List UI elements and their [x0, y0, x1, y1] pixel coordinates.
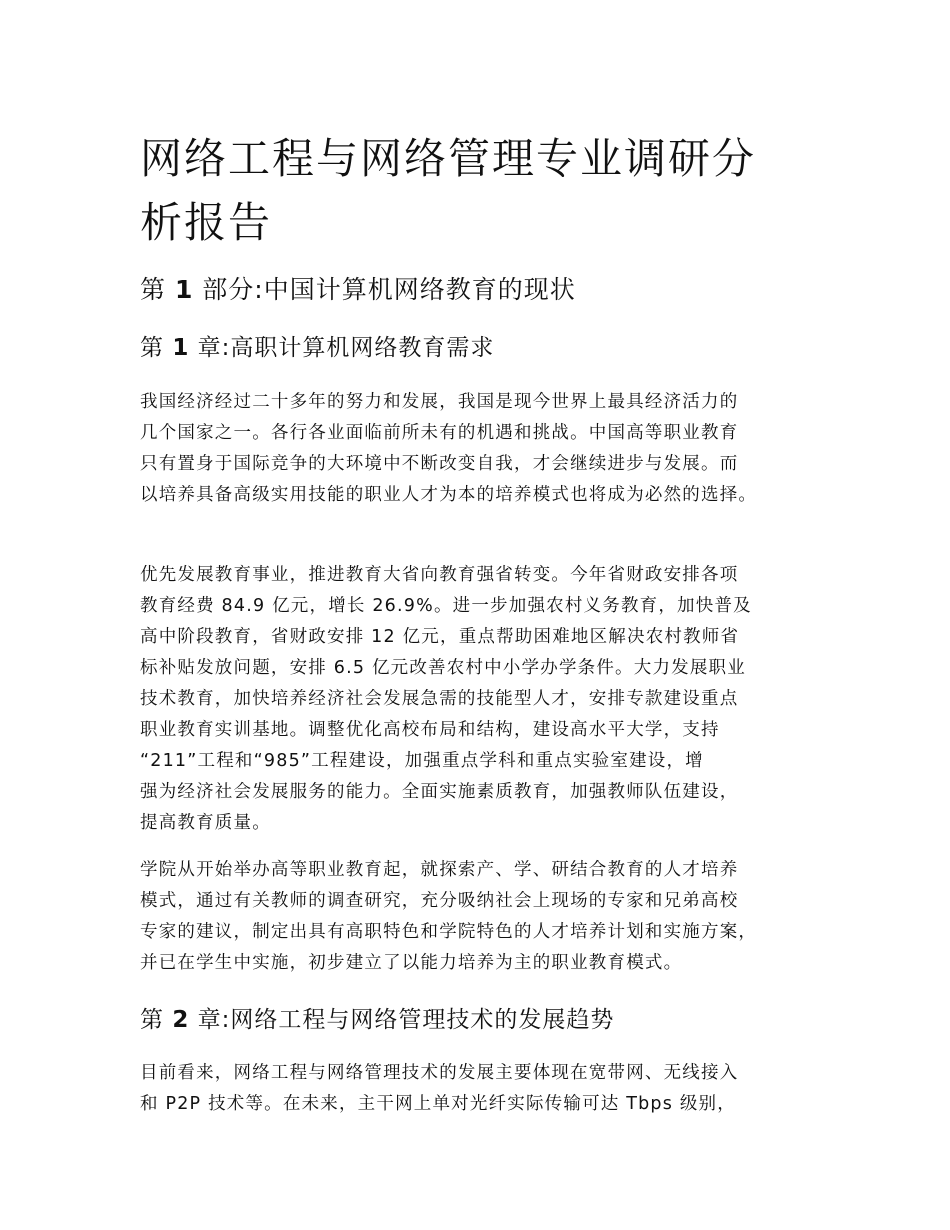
part-1-heading — [140, 270, 576, 310]
paragraph-line: 提高教育质量。 — [140, 813, 271, 833]
chapter-2-heading — [140, 1002, 614, 1038]
paragraph-3 — [140, 855, 840, 979]
paragraph-line: 和 P2P 技术等。在未来，主干网上单对光纤实际传输可达 Tbps 级别， — [140, 1094, 736, 1114]
paragraph-line: 几个国家之一。各行各业面临前所未有的机遇和挑战。中国高等职业教育 — [140, 423, 739, 443]
heading-number: 2 — [172, 1007, 190, 1033]
document-title — [140, 127, 840, 255]
paragraph-line: 强为经济社会发展服务的能力。全面实施素质教育，加强教师队伍建设， — [140, 782, 739, 802]
heading-prefix: 第 — [140, 335, 173, 361]
paragraph-line: 并已在学生中实施，初步建立了以能力培养为主的职业教育模式。 — [140, 953, 683, 973]
paragraph-line: 以培养具备高级实用技能的职业人才为本的培养模式也将成为必然的选择。 — [140, 485, 758, 505]
heading-number: 1 — [172, 335, 190, 361]
heading-text: 章:网络工程与网络管理技术的发展趋势 — [189, 1007, 615, 1033]
heading-prefix: 第 — [140, 275, 175, 304]
paragraph-line: 目前看来，网络工程与网络管理技术的发展主要体现在宽带网、无线接入 — [140, 1063, 739, 1083]
paragraph-line: 优先发展教育事业，推进教育大省向教育强省转变。今年省财政安排各项 — [140, 565, 739, 585]
paragraph-line: “211”工程和“985”工程建设，加强重点学科和重点实验室建设，增 — [140, 751, 704, 771]
chapter-1-heading — [140, 330, 494, 366]
heading-prefix: 第 — [140, 1007, 173, 1033]
heading-text: 章:高职计算机网络教育需求 — [189, 335, 495, 361]
heading-text: 部分:中国计算机网络教育的现状 — [193, 275, 576, 304]
paragraph-line: 教育经费 84.9 亿元，增长 26.9%。进一步加强农村义务教育，加快普及 — [140, 596, 752, 616]
paragraph-line: 职业教育实训基地。调整优化高校布局和结构，建设高水平大学，支持 — [140, 720, 720, 740]
paragraph-line: 学院从开始举办高等职业教育起，就探索产、学、研结合教育的人才培养 — [140, 860, 739, 880]
paragraph-2 — [140, 560, 840, 839]
paragraph-4 — [140, 1058, 840, 1120]
paragraph-line: 模式，通过有关教师的调查研究，充分吸纳社会上现场的专家和兄弟高校 — [140, 891, 739, 911]
paragraph-line: 高中阶段教育，省财政安排 12 亿元，重点帮助困难地区解决农村教师省 — [140, 627, 740, 647]
title-line: 网络工程与网络管理专业调研分 — [140, 134, 757, 183]
paragraph-1 — [140, 387, 840, 511]
paragraph-line: 标补贴发放问题，安排 6.5 亿元改善农村中小学办学条件。大力发展职业 — [140, 658, 746, 678]
heading-number: 1 — [174, 275, 194, 304]
paragraph-line: 只有置身于国际竞争的大环境中不断改变自我，才会继续进步与发展。而 — [140, 454, 739, 474]
paragraph-line: 专家的建议，制定出具有高职特色和学院特色的人才培养计划和实施方案， — [140, 922, 758, 942]
paragraph-line: 我国经济经过二十多年的努力和发展，我国是现今世界上最具经济活力的 — [140, 392, 739, 412]
paragraph-line: 技术教育，加快培养经济社会发展急需的技能型人才，安排专款建设重点 — [140, 689, 739, 709]
title-line: 析报告 — [140, 198, 273, 247]
